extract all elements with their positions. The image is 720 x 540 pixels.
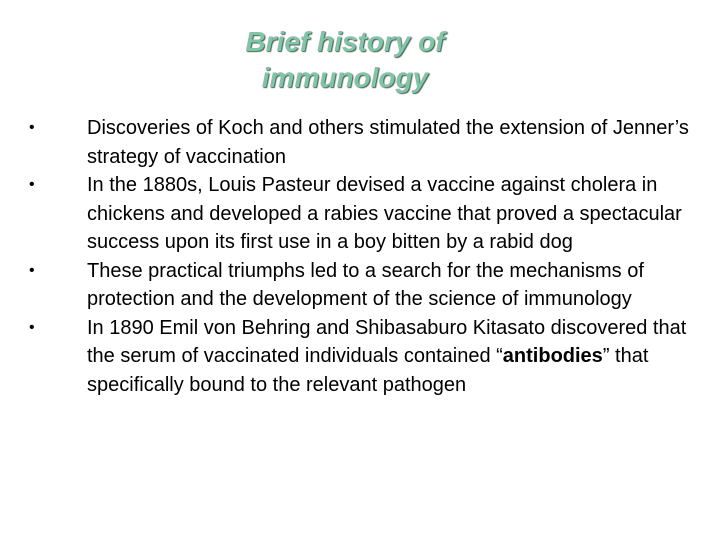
bullet-dot-icon: •: [29, 318, 35, 336]
bullet-text: In the 1880s, Louis Pasteur devised a vaccine against cholera in chickens and developed a rabies vaccine that proved a spectacular success upon its first use in a boy bitten by a rabid dog: [87, 174, 682, 253]
bullet-dot-icon: •: [29, 176, 35, 193]
bullet-text-after: ” that specifically bound to the relevant pathogen: [87, 345, 649, 396]
title-line-1: Brief history of: [245, 26, 445, 57]
bullet-text: These practical triumphs led to a search for the mechanisms of protection and the development of the science of immunology: [87, 259, 644, 310]
bullet-dot-icon: •: [29, 261, 35, 279]
bullet-list: [29, 114, 707, 399]
bullet-item-1: [29, 114, 707, 171]
bullet-item-3: [29, 257, 707, 314]
bullet-item-4: [29, 314, 707, 400]
bullet-text-bold: antibodies: [502, 345, 603, 367]
title-line-2: immunology: [261, 62, 429, 93]
bullet-dot-icon: •: [29, 119, 35, 136]
bullet-item-2: [29, 171, 707, 257]
bullet-text: Discoveries of Koch and others stimulated the extension of Jenner’s strategy of vaccination: [87, 117, 689, 168]
slide-title: [190, 24, 500, 96]
bullet-text-before: In 1890 Emil von Behring and Shibasaburo Kitasato discovered that the serum of vaccinated individuals contained “: [87, 316, 687, 367]
